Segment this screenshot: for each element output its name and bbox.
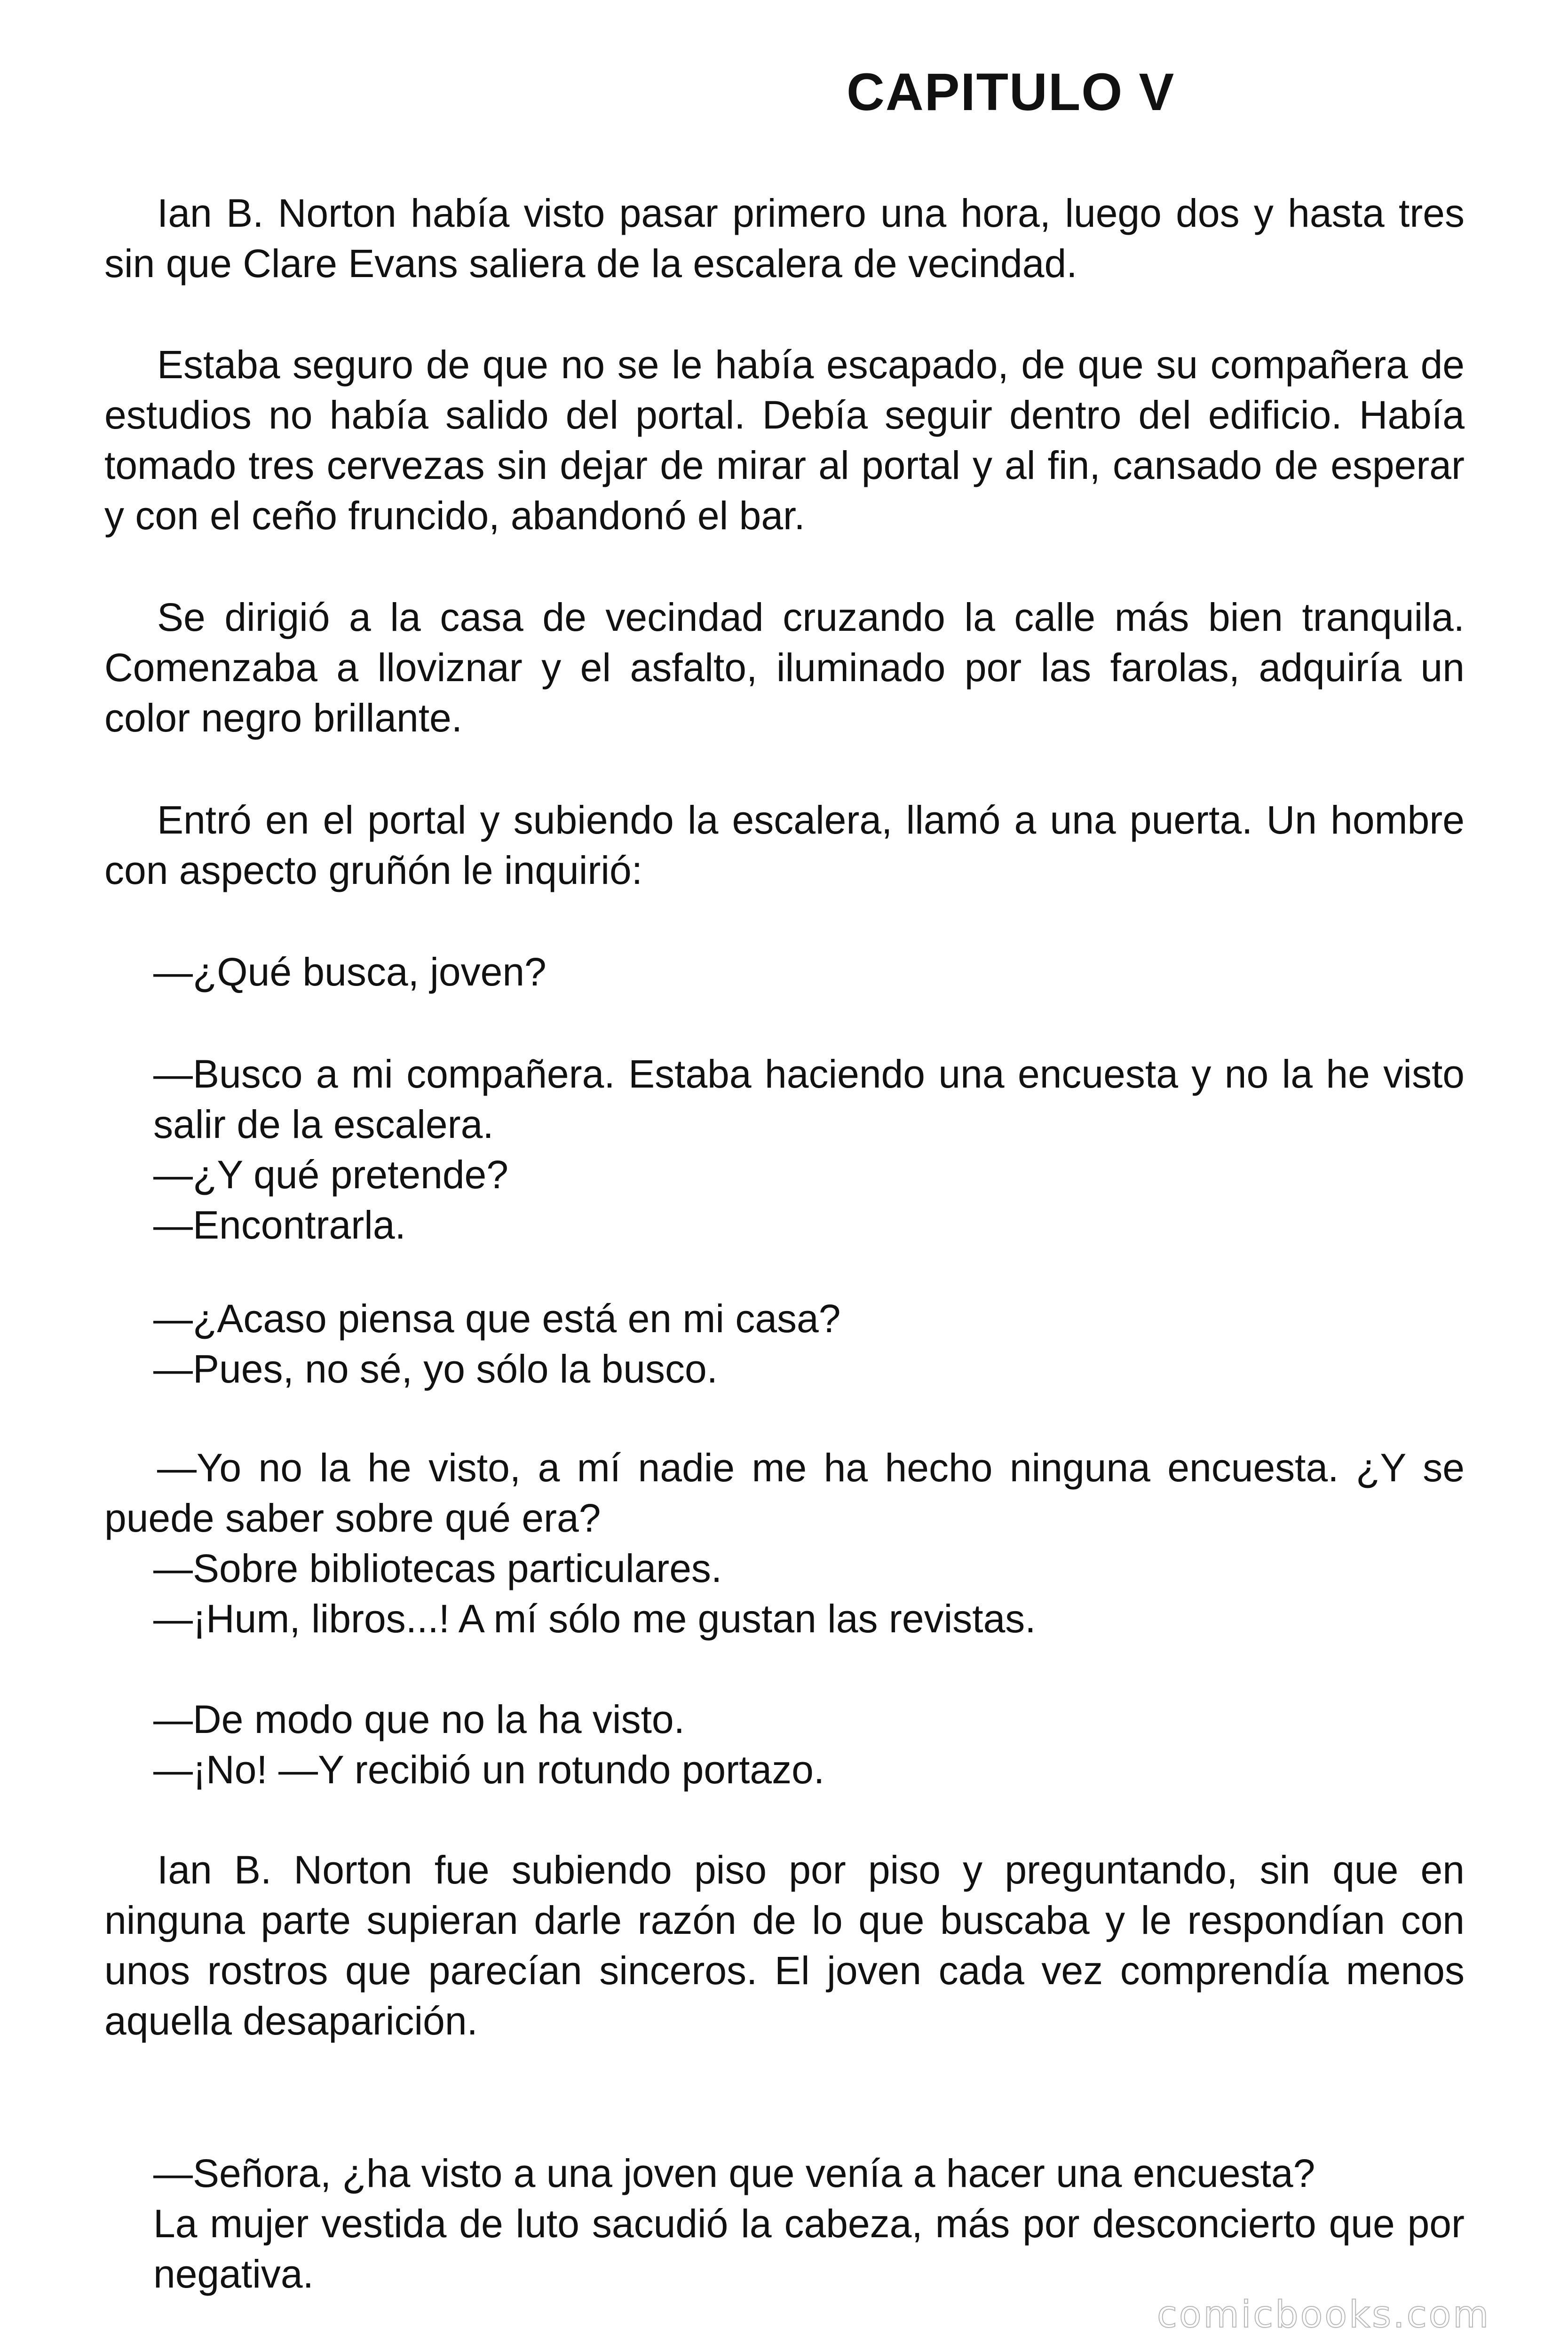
dialogue-line: —Yo no la he visto, a mí nadie me ha hecho ninguna encuesta. ¿Y se puede saber sobre qué era? <box>104 1446 1465 1540</box>
dialogue-line: —Señora, ¿ha visto a una joven que venía a hacer una encuesta? <box>153 2151 1315 2195</box>
dialogue-line: —De modo que no la ha visto. <box>153 1697 685 1741</box>
paragraph-text: Se dirigió a la casa de vecindad cruzando la calle más bien tranquila. Comenzaba a lloviznar y el asfalto, iluminado por las farolas, adquiría un color negro brillante. <box>104 595 1465 740</box>
paragraph-2 <box>104 340 1465 541</box>
paragraph-5 <box>104 1845 1465 2046</box>
dialogue-line: —Encontrarla. <box>153 1203 406 1247</box>
paragraph-4 <box>104 795 1465 896</box>
dialogue-line: —¡No! —Y recibió un rotundo portazo. <box>153 1748 825 1792</box>
dialogue-block-2 <box>104 1294 1465 1394</box>
paragraph-text: Ian B. Norton fue subiendo piso por piso y preguntando, sin que en ninguna parte supieran darle razón de lo que buscaba y le respondían con unos rostros que parecían sinceros. El joven cada vez comprendía menos aquella desaparición. <box>104 1848 1465 2043</box>
watermark: comicbooks.com <box>1157 2294 1491 2336</box>
dialogue-line: —Pues, no sé, yo sólo la busco. <box>153 1347 718 1391</box>
dialogue-line: —¿Y qué pretende? <box>153 1152 508 1197</box>
dialogue-block-5 <box>104 2148 1465 2299</box>
dialogue-block-1 <box>104 1049 1465 1250</box>
dialogue-line: La mujer vestida de luto sacudió la cabeza, más por desconcierto que por negativa. <box>153 2201 1465 2296</box>
chapter-title: CAPITULO V <box>847 63 1175 121</box>
dialogue-line: —¡Hum, libros...! A mí sólo me gustan las revistas. <box>153 1597 1036 1641</box>
paragraph-1 <box>104 188 1465 289</box>
paragraph-text: Ian B. Norton había visto pasar primero una hora, luego dos y hasta tres sin que Clare Evans saliera de la escalera de vecindad. <box>104 191 1465 286</box>
paragraph-3 <box>104 592 1465 743</box>
dialogue-line: —¿Qué busca, joven? <box>153 950 546 994</box>
dialogue-block-3 <box>104 1443 1465 1644</box>
dialogue-line: —Busco a mi compañera. Estaba haciendo una encuesta y no la he visto salir de la escalera. <box>153 1052 1465 1146</box>
dialogue-block-4 <box>104 1694 1465 1795</box>
paragraph-text: Estaba seguro de que no se le había escapado, de que su compañera de estudios no había salido del portal. Debía seguir dentro del edificio. Había tomado tres cervezas sin dejar de mirar al portal y al fin, cansado de esperar y con el ceño fruncido, abandonó el bar. <box>104 342 1465 538</box>
dialogue-1 <box>104 947 1465 997</box>
dialogue-line: —Sobre bibliotecas particulares. <box>153 1546 722 1590</box>
dialogue-line: —¿Acaso piensa que está en mi casa? <box>153 1296 841 1341</box>
paragraph-text: Entró en el portal y subiendo la escalera, llamó a una puerta. Un hombre con aspecto gruñón le inquirió: <box>104 798 1465 892</box>
